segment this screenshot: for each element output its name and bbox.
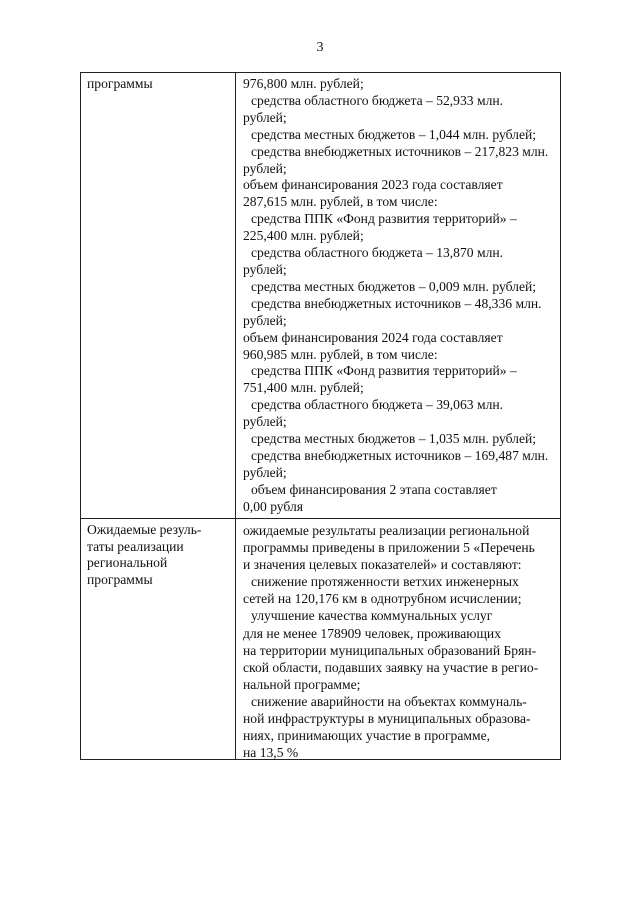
text-line: рублей; xyxy=(243,261,287,277)
text-line: средства местных бюджетов – 1,035 млн. рублей; xyxy=(251,431,537,447)
text-line: рублей; xyxy=(243,312,287,328)
text-line: объем финансирования 2024 года составляет xyxy=(243,329,503,345)
text-line: таты реализации xyxy=(87,538,184,554)
text-line: и значения целевых показателей» и составляют: xyxy=(243,557,522,573)
text-line: рублей; xyxy=(243,160,287,176)
text-line: сетей на 120,176 км в однотрубном исчислении; xyxy=(243,591,522,607)
text-line: объем финансирования 2023 года составляет xyxy=(243,177,503,193)
text-line: средства ППК «Фонд развития территорий» – xyxy=(251,363,517,379)
program-passport-table xyxy=(80,72,561,760)
text-line: 976,800 млн. рублей; xyxy=(243,76,364,91)
text-line: региональной xyxy=(87,555,168,571)
text-line: программы xyxy=(87,76,153,91)
table-row-expected-results xyxy=(81,519,560,759)
row-value-funding xyxy=(243,76,558,516)
text-line: ской области, подавших заявку на участие в регио- xyxy=(243,659,539,675)
text-line: 960,985 млн. рублей, в том числе: xyxy=(243,346,438,362)
text-line: ной инфраструктуры в муниципальных образова- xyxy=(243,711,531,727)
text-line: для не менее 178909 человек, проживающих xyxy=(243,625,502,641)
text-line: средства внебюджетных источников – 217,823 млн. xyxy=(251,143,549,159)
text-line: ожидаемые результаты реализации региональной xyxy=(243,523,530,538)
text-line: средства областного бюджета – 13,870 млн. xyxy=(251,245,504,261)
row-value-expected-results xyxy=(243,522,558,761)
text-line: на 13,5 % xyxy=(243,745,299,761)
table-row-funding xyxy=(81,73,560,519)
text-line: средства местных бюджетов – 1,044 млн. рублей; xyxy=(251,126,537,142)
text-line: улучшение качества коммунальных услуг xyxy=(251,608,493,624)
page-number: 3 xyxy=(316,40,324,55)
text-line: нальной программе; xyxy=(243,676,361,692)
text-line: рублей; xyxy=(243,109,287,125)
text-line: рублей; xyxy=(243,464,287,480)
text-line: средства областного бюджета – 39,063 млн. xyxy=(251,397,504,413)
text-line: 751,400 млн. рублей; xyxy=(243,380,364,396)
text-line: на территории муниципальных образований Брян- xyxy=(243,642,537,658)
text-line: 287,615 млн. рублей, в том числе: xyxy=(243,194,438,210)
text-line: Ожидаемые резуль- xyxy=(87,522,202,537)
text-line: программы приведены в приложении 5 «Перечень xyxy=(243,540,535,556)
text-line: средства ППК «Фонд развития территорий» – xyxy=(251,211,517,227)
text-line: объем финансирования 2 этапа составляет xyxy=(251,481,497,497)
text-line: средства местных бюджетов – 0,009 млн. рублей; xyxy=(251,278,537,294)
text-line: снижение протяженности ветхих инженерных xyxy=(251,574,519,590)
row-label-funding xyxy=(87,76,232,93)
text-line: рублей; xyxy=(243,414,287,430)
text-line: средства областного бюджета – 52,933 млн. xyxy=(251,92,504,108)
text-line: ниях, принимающих участие в программе, xyxy=(243,728,491,744)
text-line: 0,00 рубля xyxy=(243,498,304,514)
text-line: средства внебюджетных источников – 169,487 млн. xyxy=(251,447,549,463)
row-label-expected-results xyxy=(87,522,232,588)
text-line: программы xyxy=(87,571,153,587)
text-line: средства внебюджетных источников – 48,336 млн. xyxy=(251,295,542,311)
text-line: снижение аварийности на объектах коммуналь- xyxy=(251,693,527,709)
text-line: 225,400 млн. рублей; xyxy=(243,228,364,244)
